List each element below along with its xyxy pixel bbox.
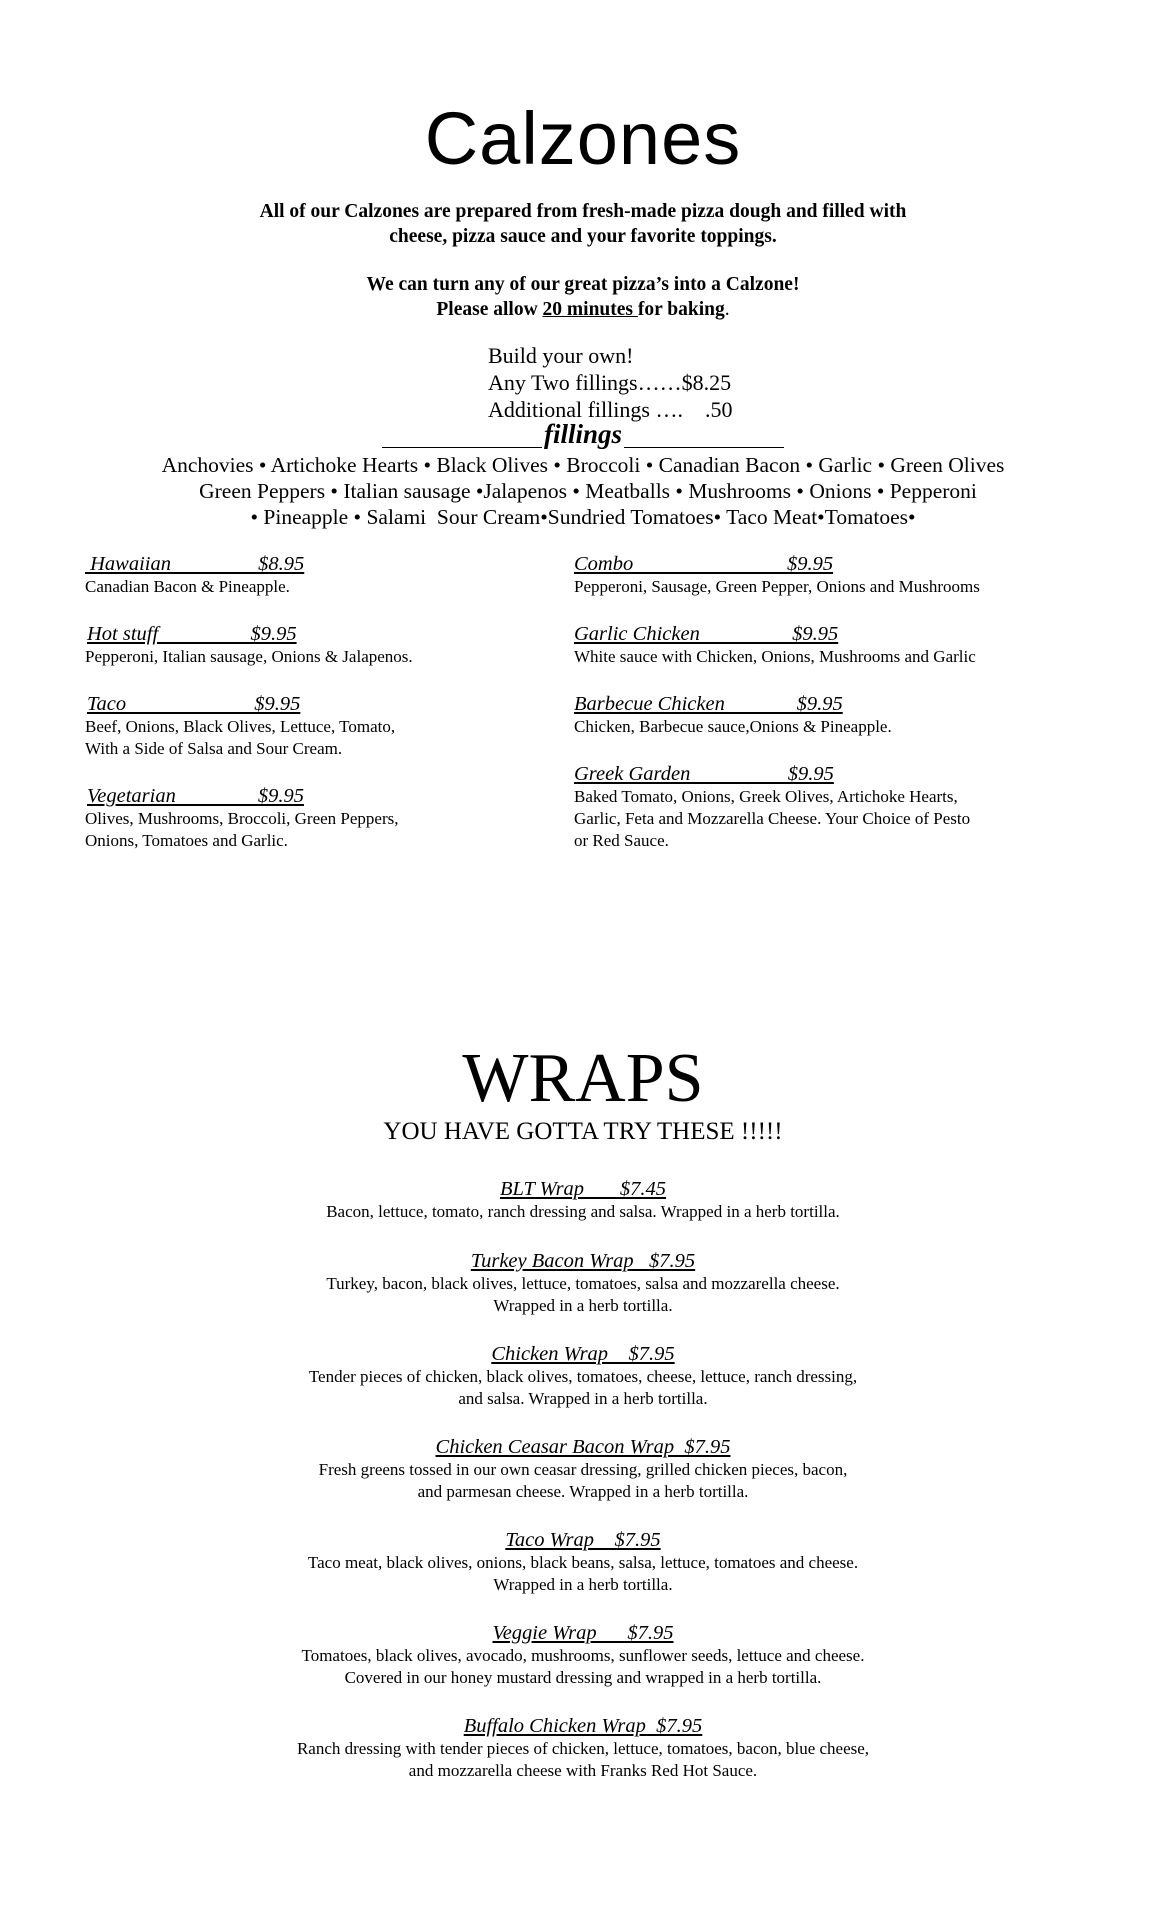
wrap-description: Bacon, lettuce, tomato, ranch dressing and salsa. Wrapped in a herb tortilla. [326,1202,840,1221]
item-description: Baked Tomato, Onions, Greek Olives, Artichoke Hearts, [574,787,958,806]
menu-item-barbecue-chicken [574,692,892,738]
build-line2: Any Two fillings……$8.25 [488,370,732,395]
item-heading: Barbecue Chicken $9.95 [574,693,843,715]
wrap-item-turkey-bacon [0,1249,1166,1316]
build-line3: Additional fillings …. .50 [488,397,733,422]
calzones-note-line1: We can turn any of our great pizza’s into a Calzone! [366,274,800,295]
menu-item-taco [85,692,395,760]
wrap-description: Turkey, bacon, black olives, lettuce, tomatoes, salsa and mozzarella cheese. [326,1274,840,1293]
note-post: for baking [637,299,725,320]
wrap-heading: Taco Wrap $7.95 [505,1529,661,1551]
calzones-intro-line2: cheese, pizza sauce and your favorite toppings. [389,226,777,247]
item-description: Beef, Onions, Black Olives, Lettuce, Tomato, [85,717,396,736]
calzones-title: Calzones [424,97,742,180]
calzones-note-line2 [0,297,1166,322]
calzones-intro-line1: All of our Calzones are prepared from fresh-made pizza dough and filled with [259,201,907,222]
wrap-heading: Chicken Ceasar Bacon Wrap $7.95 [435,1436,731,1458]
wrap-description: Taco meat, black olives, onions, black beans, salsa, lettuce, tomatoes and cheese. [307,1553,859,1572]
note-end: . [724,299,730,320]
menu-item-greek-garden [574,762,970,852]
wrap-description-line2: and parmesan cheese. Wrapped in a herb tortilla. [417,1481,749,1501]
wrap-heading: Buffalo Chicken Wrap $7.95 [463,1715,703,1737]
item-heading: Hawaiian $8.95 [85,553,305,575]
menu-item-combo [574,552,980,598]
wrap-item-veggie [0,1621,1166,1688]
item-heading: Taco $9.95 [87,693,301,715]
item-heading: Greek Garden $9.95 [574,763,834,785]
wrap-description: Ranch dressing with tender pieces of chicken, lettuce, tomatoes, bacon, blue cheese, [296,1739,870,1758]
calzones-note [0,272,1166,322]
item-description-line2: With a Side of Salsa and Sour Cream. [85,739,343,758]
build-line1: Build your own! [488,343,634,368]
fillings-rule-left [382,447,542,448]
item-heading: Hot stuff $9.95 [87,623,297,645]
fillings-list [0,452,1166,530]
wrap-description-line2: and salsa. Wrapped in a herb tortilla. [458,1388,708,1408]
wrap-description: Tomatoes, black olives, avocado, mushrooms, sunflower seeds, lettuce and cheese. [301,1646,865,1665]
wrap-item-blt [0,1177,1166,1223]
fillings-rule-right [624,447,784,448]
item-heading: Garlic Chicken $9.95 [574,623,839,645]
wrap-description: Fresh greens tossed in our own ceasar dressing, grilled chicken pieces, bacon, [318,1460,848,1479]
item-description-line2: Onions, Tomatoes and Garlic. [85,831,288,850]
wrap-description: Tender pieces of chicken, black olives, tomatoes, cheese, lettuce, ranch dressing, [308,1367,858,1386]
wraps-subtitle: YOU HAVE GOTTA TRY THESE !!!!! [383,1118,783,1145]
item-description: Chicken, Barbecue sauce,Onions & Pineapple. [574,717,892,736]
wrap-item-chicken-ceasar-bacon [0,1435,1166,1502]
calzones-intro [0,199,1166,249]
menu-item-hot-stuff [85,622,413,668]
wrap-heading: Chicken Wrap $7.95 [491,1343,675,1365]
wrap-description-line2: and mozzarella cheese with Franks Red Hot Sauce. [408,1760,758,1780]
menu-item-garlic-chicken [574,622,976,668]
wrap-description-line2: Wrapped in a herb tortilla. [493,1574,673,1594]
note-pre: Please allow [436,299,543,320]
wrap-heading: Turkey Bacon Wrap $7.95 [470,1250,696,1272]
wrap-item-buffalo-chicken [0,1714,1166,1781]
item-description: Pepperoni, Sausage, Green Pepper, Onions and Mushrooms [574,577,980,596]
item-description: Olives, Mushrooms, Broccoli, Green Peppers, [85,809,399,828]
item-description: Canadian Bacon & Pineapple. [85,577,290,596]
item-heading: Combo $9.95 [574,553,834,575]
menu-item-hawaiian [85,552,304,598]
item-description-line3: or Red Sauce. [574,831,669,850]
fillings-line2: Green Peppers • Italian sausage •Jalapenos • Meatballs • Mushrooms • Onions • Pepperoni [199,479,977,503]
fillings-line3: • Pineapple • Salami Sour Cream•Sundried Tomatoes• Taco Meat•Tomatoes• [250,505,916,529]
fillings-line1: Anchovies • Artichoke Hearts • Black Olives • Broccoli • Canadian Bacon • Garlic • Green Olives [161,453,1005,477]
wrap-item-chicken [0,1342,1166,1409]
wrap-heading: Veggie Wrap $7.95 [492,1622,674,1644]
wrap-item-taco [0,1528,1166,1595]
wrap-description-line2: Covered in our honey mustard dressing and wrapped in a herb tortilla. [344,1667,822,1687]
item-description: White sauce with Chicken, Onions, Mushrooms and Garlic [574,647,976,666]
item-heading: Vegetarian $9.95 [87,785,304,807]
wrap-description-line2: Wrapped in a herb tortilla. [493,1295,673,1315]
item-description: Pepperoni, Italian sausage, Onions & Jalapenos. [85,647,413,666]
item-description-line2: Garlic, Feta and Mozzarella Cheese. Your Choice of Pesto [574,809,971,828]
build-your-own [488,342,732,423]
wrap-heading: BLT Wrap $7.45 [499,1178,667,1200]
wraps-title: WRAPS [462,1040,704,1117]
fillings-heading [0,420,1166,450]
note-baking-time: 20 minutes [542,299,638,320]
fillings-label: fillings [543,419,623,449]
menu-item-vegetarian [85,784,399,852]
